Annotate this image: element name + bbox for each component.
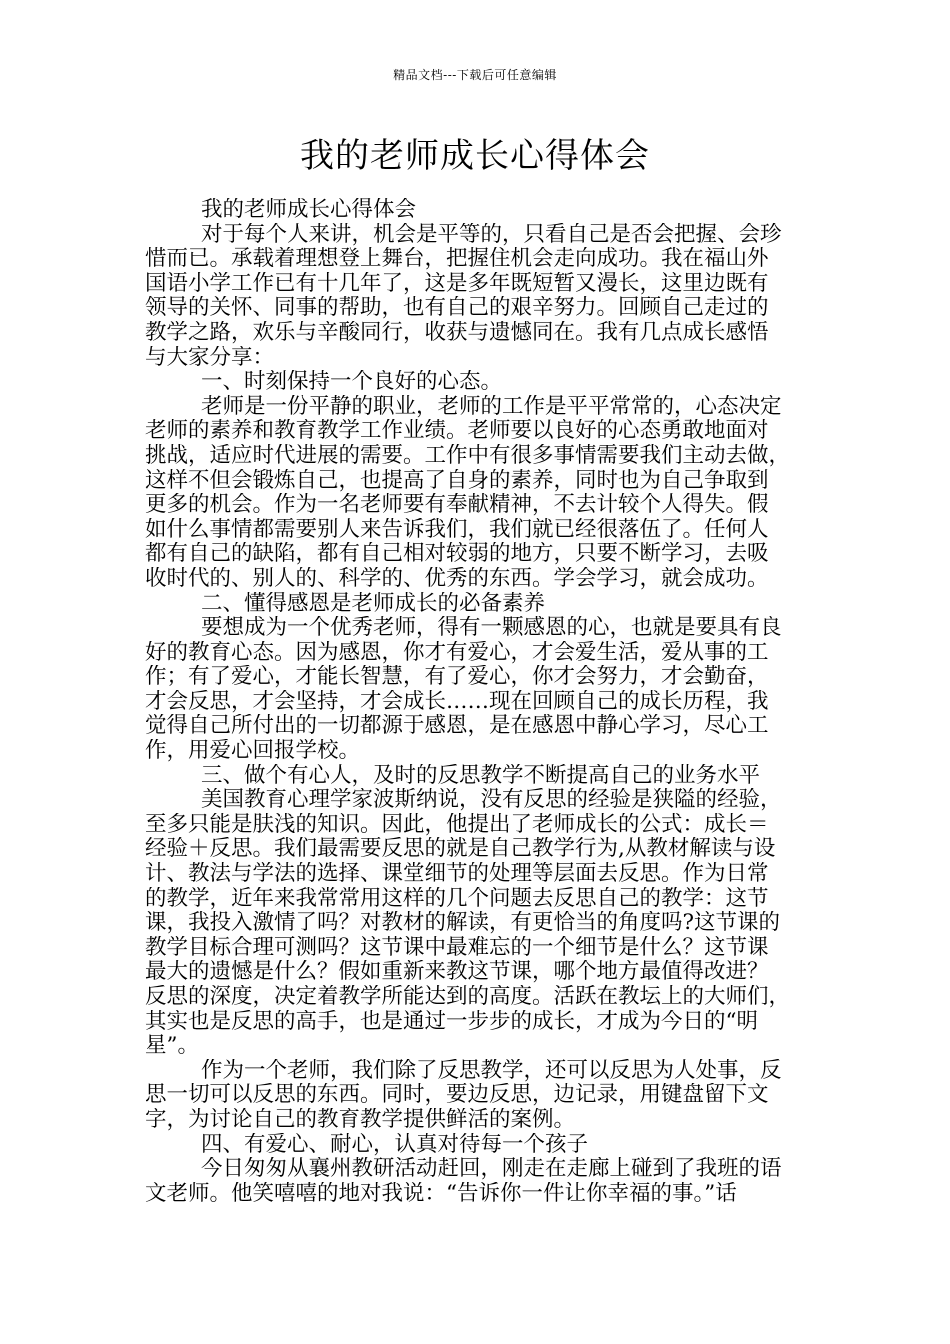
body-line: 这样不但会锻炼自己，也提高了自身的素养，同时也为自己争取到 bbox=[145, 468, 769, 493]
body-line: 至多只能是肤浅的知识。因此，他提出了老师成长的公式：成长＝ bbox=[145, 812, 769, 837]
body-line: 收时代的、别人的、科学的、优秀的东西。学会学习，就会成功。 bbox=[145, 566, 769, 591]
body-line: 的教学，近年来我常常用这样的几个问题去反思自己的教学：这节 bbox=[145, 886, 769, 911]
body-line: 作，用爱心回报学校。 bbox=[145, 739, 361, 764]
body-line: 老师是一份平静的职业，老师的工作是平平常常的，心态决定 bbox=[201, 394, 782, 419]
body-line: 三、做个有心人，及时的反思教学不断提高自己的业务水平 bbox=[201, 763, 761, 788]
body-line: 思一切可以反思的东西。同时，要边反思，边记录，用键盘留下文 bbox=[145, 1083, 769, 1108]
body-line: 老师的素养和教育教学工作业绩。老师要以良好的心态勇敢地面对 bbox=[145, 419, 769, 444]
header-note: 精品文档---下载后可任意编辑 bbox=[393, 68, 557, 82]
body-line: 领导的关怀、同事的帮助，也有自己的艰辛努力。回顾自己走过的 bbox=[145, 296, 769, 321]
body-line: 如什么事情都需要别人来告诉我们，我们就已经很落伍了。任何人 bbox=[145, 517, 769, 542]
body-line: 对于每个人来讲，机会是平等的，只看自己是否会把握、会珍 bbox=[201, 222, 782, 247]
body-line: 计、教法与学法的选择、课堂细节的处理等层面去反思。作为日常 bbox=[145, 862, 769, 887]
document-title: 我的老师成长心得体会 bbox=[300, 136, 650, 176]
body-line: 四、有爱心、耐心，认真对待每一个孩子 bbox=[201, 1132, 589, 1157]
body-line: 国语小学工作已有十几年了，这是多年既短暂又漫长，这里边既有 bbox=[145, 271, 769, 296]
document-body bbox=[145, 198, 807, 1206]
body-line: 教学目标合理可测吗？这节课中最难忘的一个细节是什么？这节课 bbox=[145, 935, 769, 960]
body-line: 文老师。他笑嘻嘻的地对我说：“告诉你一件让你幸福的事。”话 bbox=[145, 1181, 737, 1206]
body-line: 美国教育心理学家波斯纳说，没有反思的经验是狭隘的经验， bbox=[201, 788, 782, 813]
body-line: 都有自己的缺陷，都有自己相对较弱的地方，只要不断学习，去吸 bbox=[145, 542, 769, 567]
body-line: 教学之路，欢乐与辛酸同行，收获与遗憾同在。我有几点成长感悟 bbox=[145, 320, 769, 345]
body-line: 其实也是反思的高手，也是通过一步步的成长，才成为今日的“明 bbox=[145, 1009, 758, 1034]
body-line: 课，我投入激情了吗？对教材的解读，有更恰当的角度吗?这节课的 bbox=[145, 911, 781, 936]
body-line: 更多的机会。作为一名老师要有奉献精神，不去计较个人得失。假 bbox=[145, 493, 769, 518]
body-line: 我的老师成长心得体会 bbox=[201, 198, 417, 222]
body-line: 作；有了爱心，才能长智慧，有了爱心，你才会努力，才会勤奋， bbox=[145, 665, 769, 690]
body-line: 觉得自己所付出的一切都源于感恩，是在感恩中静心学习，尽心工 bbox=[145, 714, 769, 739]
body-line: 一、时刻保持一个良好的心态。 bbox=[201, 370, 503, 395]
body-line: 经验＋反思。我们最需要反思的就是自己教学行为,从教材解读与设 bbox=[145, 837, 776, 862]
body-line: 二、懂得感恩是老师成长的必备素养 bbox=[201, 591, 546, 616]
body-line: 星”。 bbox=[145, 1034, 199, 1059]
body-line: 最大的遗憾是什么？假如重新来教这节课，哪个地方最值得改进？ bbox=[145, 960, 769, 985]
body-line: 今日匆匆从襄州教研活动赶回，刚走在走廊上碰到了我班的语 bbox=[201, 1157, 782, 1182]
body-line: 要想成为一个优秀老师，得有一颗感恩的心，也就是要具有良 bbox=[201, 616, 782, 641]
body-line: 好的教育心态。因为感恩，你才有爱心，才会爱生活，爱从事的工 bbox=[145, 640, 769, 665]
body-line: 才会反思，才会坚持，才会成长……现在回顾自己的成长历程，我 bbox=[145, 689, 769, 714]
body-line: 字，为讨论自己的教育教学提供鲜活的案例。 bbox=[145, 1107, 576, 1132]
body-line: 挑战，适应时代进展的需要。工作中有很多事情需要我们主动去做， bbox=[145, 443, 791, 468]
body-line: 作为一个老师，我们除了反思教学，还可以反思为人处事，反 bbox=[201, 1058, 782, 1083]
body-line: 反思的深度，决定着教学所能达到的高度。活跃在教坛上的大师们， bbox=[145, 985, 791, 1009]
body-line: 与大家分享： bbox=[145, 345, 275, 370]
body-line: 惜而已。承载着理想登上舞台，把握住机会走向成功。我在福山外 bbox=[145, 247, 769, 272]
